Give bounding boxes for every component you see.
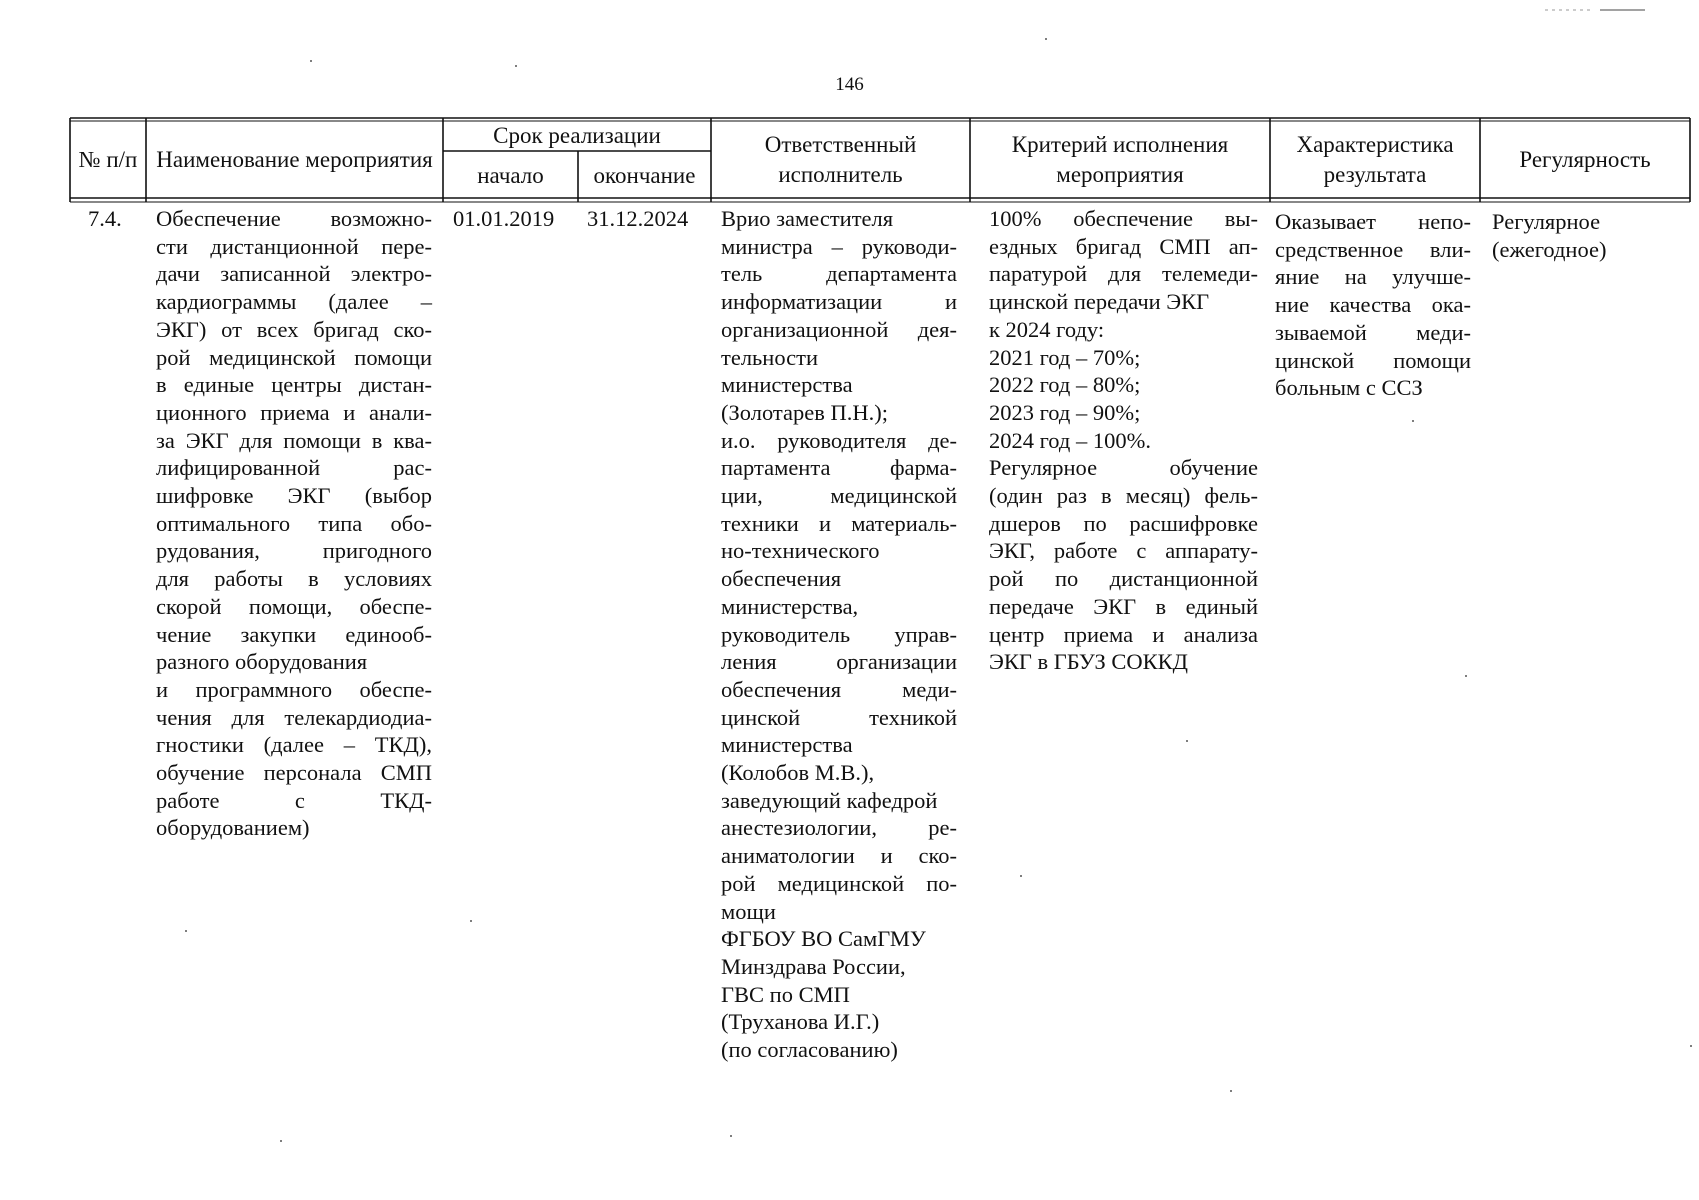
- scan-speck: [730, 1135, 732, 1137]
- row-name: [156, 205, 432, 842]
- name-line: шифровке ЭКГ (выбор: [156, 483, 432, 509]
- name-line: работе с ТКД-: [156, 787, 432, 813]
- regularity-line: Регулярное: [1492, 209, 1601, 234]
- responsible-line: (Колобов М.В.),: [721, 760, 875, 786]
- responsible-line: ления организации: [721, 649, 957, 675]
- responsible-line: мощи: [721, 898, 776, 924]
- row-regularity: [1492, 208, 1682, 263]
- header-end: окончание: [593, 162, 696, 188]
- criterion-line: передаче ЭКГ в единый: [989, 593, 1258, 619]
- responsible-line: и.о. руководителя де-: [721, 427, 957, 453]
- scan-speck: [185, 930, 187, 932]
- header-num: № п/п: [78, 147, 138, 172]
- name-line: чение закупки единооб-: [156, 621, 432, 647]
- responsible-line: информатизации и: [721, 289, 957, 315]
- criterion-line: центр приема и анализа: [989, 621, 1258, 647]
- scan-speck: [1020, 875, 1022, 877]
- responsible-line: ФГБОУ ВО СамГМУ: [721, 926, 926, 952]
- name-line: для работы в условиях: [156, 566, 432, 592]
- responsible-line: тель департамента: [721, 261, 957, 287]
- result-line: Оказывает непо-: [1275, 209, 1471, 234]
- result-line: больным с ССЗ: [1275, 375, 1423, 401]
- criterion-line: 2022 год – 80%;: [989, 372, 1141, 398]
- row-end: [587, 205, 711, 233]
- scan-speck: [515, 65, 517, 67]
- row-num: [88, 205, 144, 233]
- name-line: дачи записанной электро-: [156, 261, 432, 287]
- scan-speck: [1045, 38, 1047, 40]
- result-line: яние на улучше-: [1275, 264, 1471, 290]
- header-name: Наименование мероприятия: [156, 147, 433, 172]
- regularity-line: (ежегодное): [1492, 236, 1607, 262]
- responsible-line: заведующий кафедрой: [721, 787, 938, 813]
- name-line: за ЭКГ для помощи в ква-: [156, 427, 432, 453]
- name-line: гностики (далее – ТКД),: [156, 732, 432, 758]
- responsible-line: организационной дея-: [721, 316, 957, 342]
- responsible-line: ции, медицинской: [721, 483, 957, 509]
- responsible-line: министра – руководи-: [721, 233, 957, 259]
- scan-speck: [1230, 1090, 1232, 1092]
- scan-speck: [310, 60, 312, 62]
- header-result: Характеристика результата: [1296, 132, 1454, 187]
- header-period: Срок реализации: [493, 123, 661, 148]
- responsible-line: но-технического: [721, 538, 880, 564]
- name-line: ЭКГ) от всех бригад ско-: [156, 316, 432, 342]
- name-line: чения для телекардиодиа-: [156, 704, 432, 730]
- name-line: рудования, пригодного: [156, 538, 432, 564]
- name-line: в единые центры дистан-: [156, 372, 432, 398]
- name-line: кардиограммы (далее –: [156, 289, 432, 315]
- header-regularity: Регулярность: [1519, 147, 1651, 172]
- criterion-line: к 2024 году:: [989, 316, 1105, 342]
- result-line: цинской помощи: [1275, 347, 1471, 373]
- responsible-line: аниматологии и ско-: [721, 843, 957, 869]
- criterion-line: 2021 год – 70%;: [989, 344, 1141, 370]
- criterion-line: (один раз в месяц) фель-: [989, 483, 1258, 509]
- criterion-line: 2024 год – 100%.: [989, 427, 1151, 453]
- name-line: рой медицинской помощи: [156, 344, 432, 370]
- row-end-text: 31.12.2024: [587, 206, 689, 231]
- row-criterion: [989, 205, 1258, 676]
- responsible-line: Минздрава России,: [721, 953, 906, 979]
- row-responsible: [721, 205, 957, 1064]
- criterion-line: ездных бригад СМП ап-: [989, 233, 1258, 259]
- row-num-text: 7.4.: [88, 206, 122, 231]
- name-line: оптимального типа обо-: [156, 510, 432, 536]
- responsible-line: министерства: [721, 732, 853, 758]
- responsible-line: Врио заместителя: [721, 206, 894, 231]
- responsible-line: (Труханова И.Г.): [721, 1009, 880, 1035]
- name-line: скорой помощи, обеспе-: [156, 593, 432, 619]
- responsible-line: цинской техникой: [721, 704, 957, 730]
- header-criterion: Критерий исполнения мероприятия: [1011, 132, 1229, 187]
- responsible-line: ГВС по СМП: [721, 981, 850, 1007]
- responsible-line: анестезиологии, ре-: [721, 815, 957, 841]
- responsible-line: обеспечения: [721, 566, 842, 592]
- result-line: ние качества ока-: [1275, 292, 1471, 318]
- name-line: оборудованием): [156, 815, 310, 841]
- name-line: лифицированной рас-: [156, 455, 432, 481]
- name-line: сти дистанционной пере-: [156, 233, 432, 259]
- name-line: обучение персонала СМП: [156, 760, 432, 786]
- name-line: ционного приема и анали-: [156, 399, 432, 425]
- responsible-line: обеспечения меди-: [721, 676, 957, 702]
- scan-speck: [1465, 675, 1467, 677]
- responsible-line: тельности: [721, 344, 819, 370]
- name-line: Обеспечение возможно-: [156, 206, 432, 231]
- name-line: разного оборудования: [156, 649, 368, 675]
- scan-speck: [280, 1140, 282, 1142]
- responsible-line: (Золотарев П.Н.);: [721, 399, 888, 425]
- criterion-line: рой по дистанционной: [989, 566, 1258, 592]
- scan-speck: [1186, 740, 1188, 742]
- result-line: зываемой меди-: [1275, 319, 1471, 345]
- responsible-line: руководитель управ-: [721, 621, 957, 647]
- criterion-line: 2023 год – 90%;: [989, 399, 1141, 425]
- page-number: 146: [835, 74, 864, 95]
- criterion-line: ЭКГ, работе с аппарату-: [989, 538, 1258, 564]
- name-line: и программного обеспе-: [156, 676, 432, 702]
- responsible-line: министерства,: [721, 593, 859, 619]
- responsible-line: техники и материаль-: [721, 510, 957, 536]
- responsible-line: партамента фарма-: [721, 455, 957, 481]
- criterion-line: Регулярное обучение: [989, 455, 1258, 481]
- responsible-line: министерства: [721, 372, 853, 398]
- criterion-line: паратурой для телемеди-: [989, 261, 1258, 287]
- criterion-line: ЭКГ в ГБУЗ СОККД: [989, 649, 1189, 675]
- criterion-line: 100% обеспечение вы-: [989, 206, 1258, 231]
- header-start: начало: [477, 162, 544, 188]
- result-line: средственное вли-: [1275, 236, 1471, 262]
- scan-speck: [470, 920, 472, 922]
- scan-speck: [1412, 420, 1414, 422]
- row-start: [453, 205, 577, 233]
- header-responsible: Ответственный исполнитель: [764, 132, 917, 187]
- criterion-line: цинской передачи ЭКГ: [989, 289, 1210, 315]
- row-result: [1275, 208, 1471, 402]
- row-start-text: 01.01.2019: [453, 206, 555, 231]
- scan-speck: [1690, 1045, 1692, 1047]
- responsible-line: рой медицинской по-: [721, 870, 957, 896]
- responsible-line: (по согласованию): [721, 1037, 898, 1063]
- criterion-line: дшеров по расшифровке: [989, 510, 1258, 536]
